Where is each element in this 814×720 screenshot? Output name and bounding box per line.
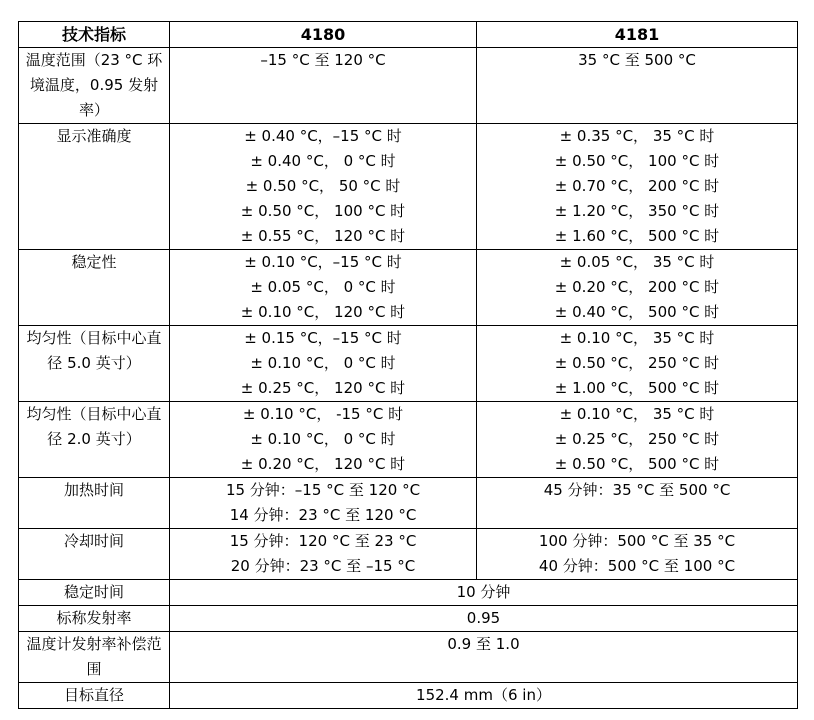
spec-value-4180 [170,48,477,124]
spec-value-line: ± 0.50 °C， 500 °C 时 [554,455,720,473]
header-model-4181: 4181 [477,22,798,48]
spec-label: 稳定性 [19,250,170,326]
spec-row [19,48,798,124]
spec-row-merged [19,632,798,683]
spec-value-4181 [477,326,798,402]
spec-value-line: 15 分钟：120 °C 至 23 °C [229,532,417,550]
spec-label: 显示准确度 [19,124,170,250]
spec-value-shared: 0.95 [170,606,798,632]
spec-value-line: ± 0.55 °C， 120 °C 时 [240,227,406,245]
spec-value-line: ± 0.40 °C， 500 °C 时 [554,303,720,321]
spec-value-line: ± 0.50 °C， 250 °C 时 [554,354,720,372]
spec-value-line: ± 1.00 °C， 500 °C 时 [554,379,720,397]
spec-value-line: ± 0.15 °C，–15 °C 时 [244,329,402,347]
header-label: 技术指标 [19,22,170,48]
spec-label: 温度范围（23 °C 环境温度，0.95 发射率） [19,48,170,124]
spec-value-line: ± 0.40 °C，–15 °C 时 [244,127,402,145]
spec-value-line: ± 0.10 °C， 35 °C 时 [559,329,715,347]
spec-row [19,529,798,580]
spec-value-line: ± 1.60 °C， 500 °C 时 [554,227,720,245]
spec-value-line: ± 0.10 °C，–15 °C 时 [244,253,402,271]
spec-value-line: ± 0.50 °C， 100 °C 时 [240,202,406,220]
spec-value-line: ± 0.20 °C， 120 °C 时 [240,455,406,473]
spec-row [19,478,798,529]
spec-label: 均匀性（目标中心直径 2.0 英寸） [19,402,170,478]
spec-value-4181 [477,478,798,529]
spec-value-line: ± 0.10 °C， -15 °C 时 [242,405,404,423]
spec-value-line: ± 0.25 °C， 120 °C 时 [240,379,406,397]
spec-value-line: ± 0.40 °C， 0 °C 时 [250,152,396,170]
spec-value-line: ± 0.25 °C， 250 °C 时 [554,430,720,448]
spec-label: 温度计发射率补偿范围 [19,632,170,683]
spec-value-line: ± 0.10 °C， 0 °C 时 [250,430,396,448]
spec-value-4180 [170,478,477,529]
spec-value-4180 [170,402,477,478]
spec-value-4181 [477,250,798,326]
spec-row [19,326,798,402]
spec-row [19,124,798,250]
spec-row [19,250,798,326]
spec-value-line: ± 0.10 °C， 35 °C 时 [559,405,715,423]
spec-value-line: 40 分钟：500 °C 至 100 °C [538,557,736,575]
spec-body [19,48,798,709]
spec-label: 稳定时间 [19,580,170,606]
spec-value-line: ± 0.35 °C， 35 °C 时 [559,127,715,145]
spec-value-line: ± 0.10 °C， 0 °C 时 [250,354,396,372]
spec-value-line: ± 0.05 °C， 35 °C 时 [559,253,715,271]
spec-value-line: ± 0.50 °C， 50 °C 时 [245,177,401,195]
spec-value-line: 45 分钟：35 °C 至 500 °C [543,481,731,499]
spec-value-4180 [170,124,477,250]
spec-value-line: ± 0.05 °C， 0 °C 时 [250,278,396,296]
spec-label: 目标直径 [19,683,170,709]
spec-value-line: ± 0.70 °C， 200 °C 时 [554,177,720,195]
spec-value-line: 100 分钟：500 °C 至 35 °C [538,532,736,550]
spec-value-4181 [477,124,798,250]
spec-value-line: ± 0.50 °C， 100 °C 时 [554,152,720,170]
spec-value-shared: 152.4 mm（6 in） [170,683,798,709]
spec-value-4181 [477,402,798,478]
spec-value-4181 [477,529,798,580]
spec-value-shared: 0.9 至 1.0 [170,632,798,683]
spec-value-4180 [170,529,477,580]
spec-row [19,402,798,478]
spec-value-4180 [170,250,477,326]
spec-label: 加热时间 [19,478,170,529]
spec-label: 均匀性（目标中心直径 5.0 英寸） [19,326,170,402]
spec-label: 冷却时间 [19,529,170,580]
header-model-4180: 4180 [170,22,477,48]
spec-value-line: 14 分钟：23 °C 至 120 °C [229,506,417,524]
spec-value-4180 [170,326,477,402]
spec-row-merged [19,606,798,632]
spec-value-line: 15 分钟：–15 °C 至 120 °C [225,481,421,499]
spec-value-line: 20 分钟：23 °C 至 –15 °C [230,557,416,575]
spec-value-4181 [477,48,798,124]
spec-row-merged [19,580,798,606]
spec-value-line: ± 0.10 °C， 120 °C 时 [240,303,406,321]
spec-value-shared: 10 分钟 [170,580,798,606]
spec-table [18,21,798,709]
spec-value-line: –15 °C 至 120 °C [260,51,386,69]
spec-label: 标称发射率 [19,606,170,632]
spec-row-merged [19,683,798,709]
header-row [19,22,798,48]
spec-value-line: ± 0.20 °C， 200 °C 时 [554,278,720,296]
spec-value-line: 35 °C 至 500 °C [578,51,696,69]
spec-value-line: ± 1.20 °C， 350 °C 时 [554,202,720,220]
